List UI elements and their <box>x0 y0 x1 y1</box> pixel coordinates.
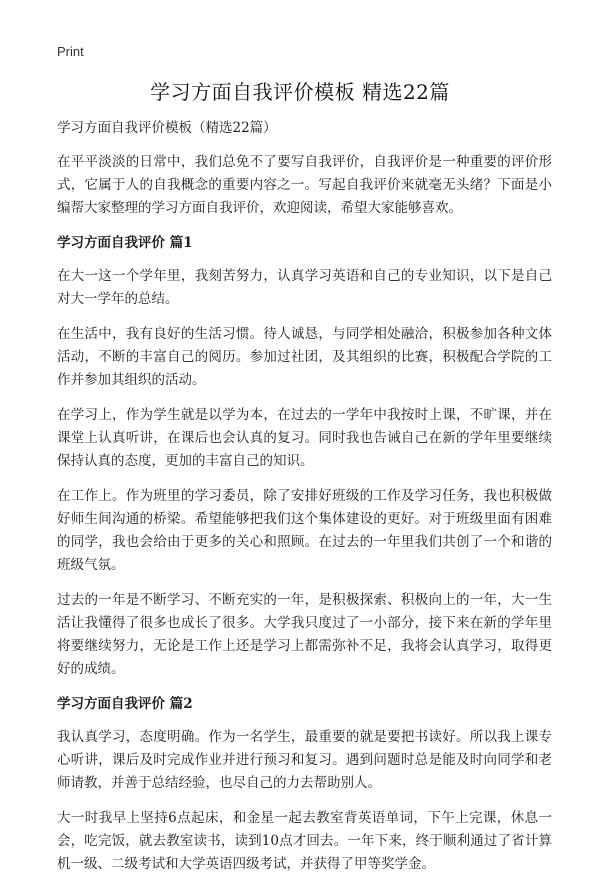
paragraph: 在学习上，作为学生就是以学为本，在过去的一学年中我按时上课，不旷课，并在课堂上认真听讲，在课后也会认真的复习。同时我也告诫自己在新的学年里要继续保持认真的态度，更加的丰富自己的知识。 <box>57 407 552 469</box>
section-heading: 学习方面自我评价 篇2 <box>57 696 193 712</box>
paragraph: 我认真学习，态度明确。作为一名学生，最重要的就是要把书读好。所以我上课专心听讲，课后及时完成作业并进行预习和复习。遇到问题时总是能及时向同学和老师请教，并善于总结经验，也尽自己的力去帮助别人。 <box>57 729 552 791</box>
paragraph: 在大一这一个学年里，我刻苦努力，认真学习英语和自己的专业知识，以下是自己对大一学年的总结。 <box>57 268 552 307</box>
paragraph: 在工作上。作为班里的学习委员，除了安排好班级的工作及学习任务，我也积极做好师生间沟通的桥梁。希望能够把我们这个集体建设的更好。对于班级里面有困难的同学，我也会给由于更多的关心和照顾。在过去的一年里我们共创了一个和谐的班级气氛。 <box>57 488 552 573</box>
page-title: 学习方面自我评价模板 精选22篇 <box>150 80 450 104</box>
paragraph: 在生活中，我有良好的生活习惯。待人诚恳，与同学相处融洽，积极参加各种文体活动，不断的丰富自己的阅历。参加过社团，及其组织的比赛，积极配合学院的工作并参加其组织的活动。 <box>57 326 552 388</box>
section-heading: 学习方面自我评价 篇1 <box>57 235 193 251</box>
subtitle: 学习方面自我评价模板（精选22篇） <box>57 120 277 136</box>
paragraph: 过去的一年是不断学习、不断充实的一年，是积极探索、积极向上的一年，大一生活让我懂得了很多也成长了很多。大学我只度过了一小部分，接下来在新的学年里将要继续努力，无论是工作上还是学习上都需弥补不足，我将会认真学习，取得更好的成绩。 <box>57 592 552 677</box>
paragraph: 大一时我早上坚持6点起床，和金星一起去教室背英语单词，下午上完课，休息一会，吃完饭，就去教室读书，读到10点才回去。一年下来，终于顺利通过了省计算机一级、二级考试和大学英语四级考试，并获得了甲等奖学金。 <box>57 810 552 872</box>
print-link[interactable]: Print <box>57 44 84 59</box>
intro-paragraph: 在平平淡淡的日常中，我们总免不了要写自我评价，自我评价是一种重要的评价形式，它属于人的自我概念的重要内容之一。写起自我评价来就毫无头绪？下面是小编帮大家整理的学习方面自我评价，欢迎阅读，希望大家能够喜欢。 <box>57 154 552 216</box>
article-body <box>57 117 552 888</box>
